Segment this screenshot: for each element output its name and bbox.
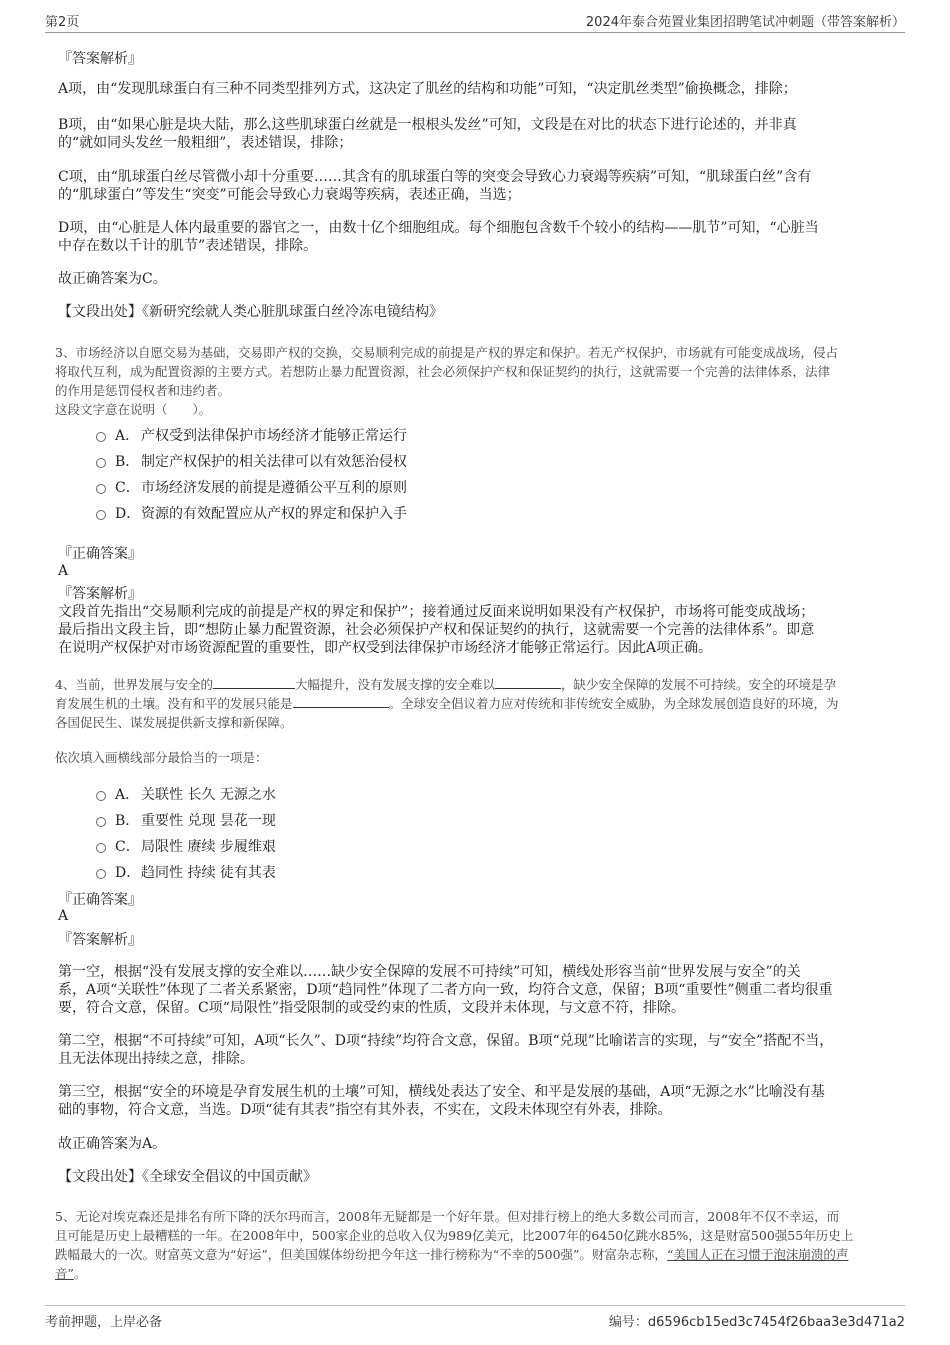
q5-underlined-quote-end: 音” [55,1266,74,1281]
option-text: 局限性 赓续 步履维艰 [141,839,276,855]
option-letter: B． [115,454,140,470]
q4-answer: A [58,908,69,924]
q3-stem-line1: 3、市场经济以自愿交易为基础，交易即产权的交换，交易顺利完成的前提是产权的界定和保护。若无产权保护，市场就有可能变成战场，侵占 [55,345,838,360]
option-text: 市场经济发展的前提是遵循公平互利的原则 [141,480,407,496]
q5-stem-line4 [55,1264,900,1283]
fill-blank-3 [293,695,389,708]
q4-stem-line1 [55,675,900,694]
q4-prompt: 依次填入画横线部分最恰当的一项是： [55,750,268,765]
q4-stem-part: 大幅提升，没有发展支撑的安全难以 [294,677,495,692]
q4-option-d[interactable] [96,862,276,882]
page-number: 第2页 [45,15,80,30]
q5-stem-part: 。 [73,1266,87,1281]
option-letter: C． [115,480,140,496]
q2-analysis-b-line1: B项，由“如果心脏是块大陆，那么这些肌球蛋白丝就是一根根头发丝”可知，文段是在对比的状态下进行论述的，并非真 [58,117,797,133]
q5-underlined-quote: “美国人正在习惯于泡沫崩溃的声 [666,1247,849,1262]
fill-blank-1 [213,676,295,689]
q4-option-a[interactable] [96,784,276,804]
q5-stem-part: 跌幅最大的一次。财富英文意为“好运”，但美国媒体纷纷把今年这一排行榜称为“不幸的500强”。财富杂志称， [55,1247,667,1262]
radio-icon[interactable] [96,432,106,442]
q4-analysis-p1-line1: 第一空，根据“没有发展支撑的安全难以……缺少安全保障的发展不可持续”可知，横线处形容当前“世界发展与安全”的关 [58,964,801,980]
radio-icon[interactable] [96,458,106,468]
option-letter: D． [115,865,141,881]
radio-icon[interactable] [96,843,106,853]
q4-analysis-p1-line3: 要，符合文意，保留。C项“局限性”指受限制的或受约束的性质，文段并未体现，与文意不符，排除。 [58,1000,686,1016]
radio-icon[interactable] [96,510,106,520]
q2-analysis-c-line2: 的“肌球蛋白”等发生“突变”可能会导致心力衰竭等疾病，表述正确，当选； [58,187,521,203]
radio-icon[interactable] [96,791,106,801]
fill-blank-2 [495,676,561,689]
q5-stem-line2: 且可能是历史上最糟糕的一年。在2008年中，500家企业的总收入仅为989亿美元，比2007年的6450亿跳水85%，这是财富500强55年历史上 [55,1228,854,1243]
option-text: 关联性 长久 无源之水 [141,787,276,803]
option-letter: A． [115,428,140,444]
q5-stem-line3 [55,1245,900,1264]
q4-analysis-p2-line1: 第二空，根据“不可持续”可知，A项“长久”、D项“持续”均符合文意，保留。B项“兑现”比喻诺言的实现，与“安全”搭配不当， [58,1033,834,1049]
q2-conclusion: 故正确答案为C。 [58,271,167,287]
q5-stem-line1: 5、无论对埃克森还是排名有所下降的沃尔玛而言，2008年无疑都是一个好年景。但对排行榜上的绝大多数公司而言，2008年不仅不幸运，而 [55,1209,840,1224]
q4-analysis-label: 『答案解析』 [58,932,142,948]
q4-option-b[interactable] [96,810,276,830]
q2-source: 【文段出处】《新研究绘就人类心脏肌球蛋白丝冷冻电镜结构》 [58,304,443,320]
q3-prompt: 这段文字意在说明（ ）。 [55,402,212,417]
option-letter: C． [115,839,140,855]
q4-stem-part: 4、当前，世界发展与安全的 [55,677,213,692]
q4-conclusion: 故正确答案为A。 [58,1136,167,1152]
q4-analysis-p3-line2: 础的事物，符合文意，当选。D项“徒有其表”指空有其外表，不实在，文段未体现空有外表，排除。 [58,1102,672,1118]
q4-analysis-p1-line2: 系，A项“关联性”体现了二者关系紧密，D项“趋同性”体现了二者方向一致，均符合文意，保留；B项“重要性”侧重二者均很重 [58,982,833,998]
option-text: 重要性 兑现 昙花一现 [141,813,276,829]
document-code: 编号：d6596cb15ed3c7454f26baa3e3d471a2 [608,1315,905,1330]
q3-option-b[interactable] [96,451,407,471]
q3-answer: A [58,563,69,579]
q2-analysis-c-line1: C项，由“肌球蛋白丝尽管微小却十分重要……其含有的肌球蛋白等的突变会导致心力衰竭等疾病”可知，“肌球蛋白丝”含有 [58,169,812,185]
q4-analysis-p2-line2: 且无法体现出持续之意，排除。 [58,1051,254,1067]
q3-option-c[interactable] [96,477,407,497]
q4-stem-line3: 各国促民生、谋发展提供新支撑和新保障。 [55,715,293,730]
q4-source: 【文段出处】《全球安全倡议的中国贡献》 [58,1169,317,1185]
option-text: 产权受到法律保护市场经济才能够正常运行 [141,428,407,444]
q4-stem-part: 育发展生机的土壤。没有和平的发展只能是 [55,696,293,711]
q4-answer-label: 『正确答案』 [58,892,142,908]
q4-analysis-p3-line1: 第三空，根据“安全的环境是孕育发展生机的土壤”可知，横线处表达了安全、和平是发展的基础，A项“无源之水”比喻没有基 [58,1084,825,1100]
q3-analysis-label: 『答案解析』 [58,586,142,602]
option-text: 制定产权保护的相关法律可以有效惩治侵权 [141,454,407,470]
radio-icon[interactable] [96,484,106,494]
q3-stem-line3: 的作用是惩罚侵权者和违约者。 [55,383,231,398]
footer-note: 考前押题，上岸必备 [45,1315,163,1330]
q4-stem-part: 。全球安全倡议着力应对传统和非传统安全威胁，为全球发展创造良好的环境，为 [388,696,839,711]
option-letter: D． [115,506,141,522]
radio-icon[interactable] [96,869,106,879]
document-title: 2024年泰合苑置业集团招聘笔试冲刺题（带答案解析） [585,15,905,30]
option-letter: B． [115,813,140,829]
option-text: 趋同性 持续 徒有其表 [141,865,276,881]
q3-option-d[interactable] [96,503,407,523]
q3-analysis-line3: 在说明产权保护对市场资源配置的重要性，即产权受到法律保护市场经济才能够正常运行。因此A项正确。 [58,640,713,656]
q2-analysis-label: 『答案解析』 [58,51,142,67]
q2-analysis-d-line1: D项，由“心脏是人体内最重要的器官之一，由数十亿个细胞组成。每个细胞包含数千个较小的结构——肌节”可知，“心脏当 [58,220,819,236]
q3-stem-line2: 将取代互利，成为配置资源的主要方式。若想防止暴力配置资源，社会必须保护产权和保证契约的执行，这就需要一个完善的法律体系，法律 [55,364,831,379]
header-divider [45,32,905,33]
q3-analysis-line1: 文段首先指出“交易顺利完成的前提是产权的界定和保护”；接着通过反面来说明如果没有产权保护，市场将可能变成战场； [58,604,815,620]
radio-icon[interactable] [96,817,106,827]
q4-stem-part: ，缺少安全保障的发展不可持续。安全的环境是孕 [560,677,836,692]
q4-stem-line2 [55,694,900,713]
q3-answer-label: 『正确答案』 [58,546,142,562]
option-letter: A． [115,787,140,803]
q2-analysis-b-line2: 的“就如同头发丝一般粗细”，表述错误，排除； [58,135,353,151]
q3-option-a[interactable] [96,425,407,445]
q3-analysis-line2: 最后指出文段主旨，即“想防止暴力配置资源，社会必须保护产权和保证契约的执行，这就需要一个完善的法律体系”。即意 [58,622,815,638]
q4-option-c[interactable] [96,836,276,856]
footer-divider [45,1305,905,1306]
q2-analysis-d-line2: 中存在数以千计的肌节”表述错误，排除。 [58,238,318,254]
q2-analysis-a: A项，由“发现肌球蛋白有三种不同类型排列方式，这决定了肌丝的结构和功能”可知，“决定肌丝类型”偷换概念，排除； [58,81,797,97]
option-text: 资源的有效配置应从产权的界定和保护入手 [141,506,407,522]
